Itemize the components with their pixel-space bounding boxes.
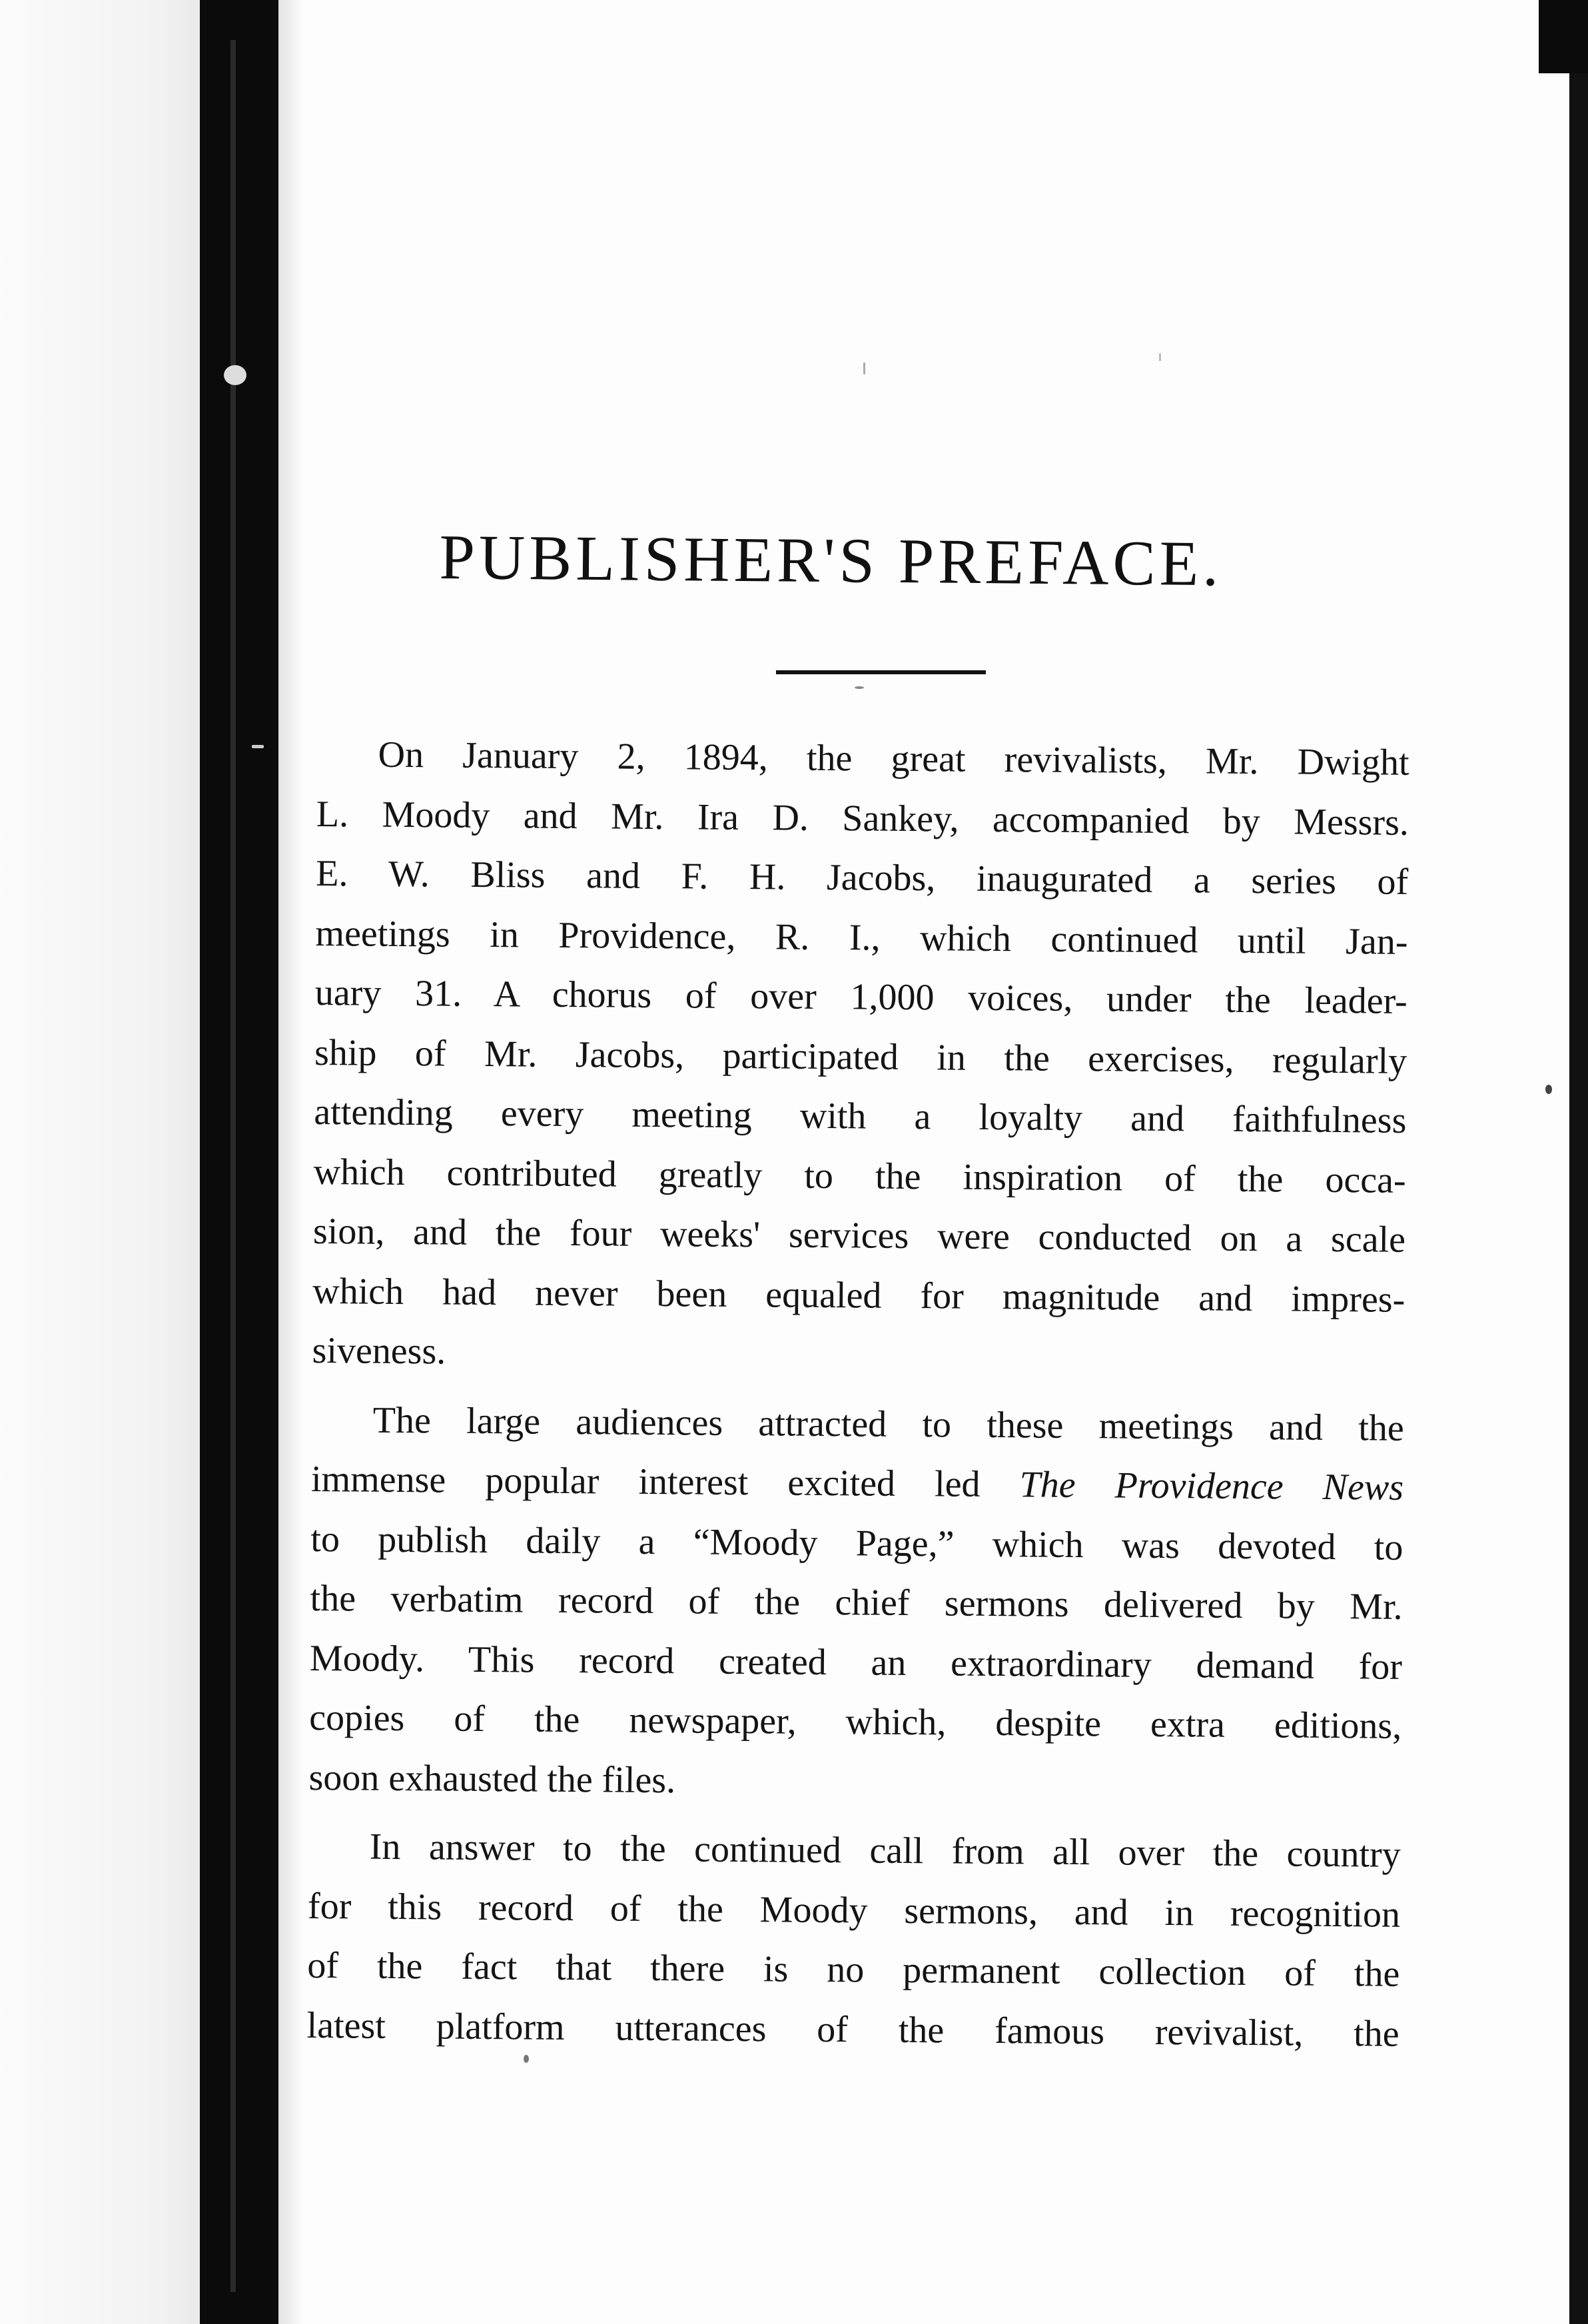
text-line: Moody. This record created an extraordinary demand for <box>309 1637 1403 1688</box>
text-line: which contributed greatly to the inspiration of the occa- <box>313 1151 1406 1201</box>
text-line: ship of Mr. Jacobs, participated in the exercises, regularly <box>314 1031 1407 1082</box>
text-run: immense popular interest excited led <box>310 1458 1020 1506</box>
newspaper-title-italic: The Providence News <box>1019 1464 1404 1508</box>
text-line: On January 2, 1894, the great revivalists, Mr. Dwight <box>378 734 1409 784</box>
page-speck <box>1545 1085 1552 1094</box>
text-line: siveness. <box>312 1329 446 1373</box>
text-line: E. W. Bliss and F. H. Jacobs, inaugurated a series of <box>316 852 1409 903</box>
page-speck <box>252 745 264 748</box>
text-line: The large audiences attracted to these meetings and the <box>372 1399 1405 1449</box>
text-line: of the fact that there is no permanent collection of the <box>307 1944 1400 1995</box>
text-line: latest platform utterances of the famous revivalist, the <box>306 2004 1399 2055</box>
text-line: meetings in Providence, R. I., which continued until Jan- <box>315 912 1408 963</box>
text-line: attending every meeting with a loyalty and faithfulness <box>314 1091 1407 1141</box>
text-line: which had never been equaled for magnitude and impres- <box>312 1270 1405 1321</box>
page-speck <box>224 365 246 385</box>
text-line <box>311 1450 1404 1518</box>
text-line: L. Moody and Mr. Ira D. Sankey, accompanied by Messrs. <box>316 793 1409 844</box>
right-scan-edge <box>1569 0 1588 2324</box>
text-line: the verbatim record of the chief sermons delivered by Mr. <box>310 1577 1403 1628</box>
text-line: to publish daily a “Moody Page,” which was devoted to <box>310 1518 1403 1568</box>
page-speck <box>863 362 865 374</box>
page-gutter-shade <box>278 0 305 2324</box>
left-page-edge <box>0 0 200 2324</box>
preface-paragraph <box>308 1390 1404 1816</box>
preface-body <box>306 725 1409 2073</box>
text-line: soon exhausted the files. <box>308 1756 676 1801</box>
text-line: uary 31. A chorus of over 1,000 voices, under the leader- <box>314 971 1408 1022</box>
text-line: In answer to the continued call from all over the country <box>369 1826 1401 1876</box>
page-title: PUBLISHER'S PREFACE. <box>439 520 1223 600</box>
text-line: copies of the newspaper, which, despite extra editions, <box>309 1696 1402 1747</box>
book-spine-shadow <box>200 0 278 2324</box>
text-line: sion, and the four weeks' services were conducted on a scale <box>312 1210 1406 1261</box>
page-speck <box>1159 353 1161 361</box>
preface-paragraph <box>312 725 1409 1389</box>
title-rule <box>776 670 986 674</box>
text-line: for this record of the Moody sermons, and in recognition <box>307 1885 1401 1936</box>
top-right-scan-bar <box>1539 0 1588 73</box>
preface-paragraph <box>306 1817 1401 2064</box>
page-speck <box>855 686 864 689</box>
